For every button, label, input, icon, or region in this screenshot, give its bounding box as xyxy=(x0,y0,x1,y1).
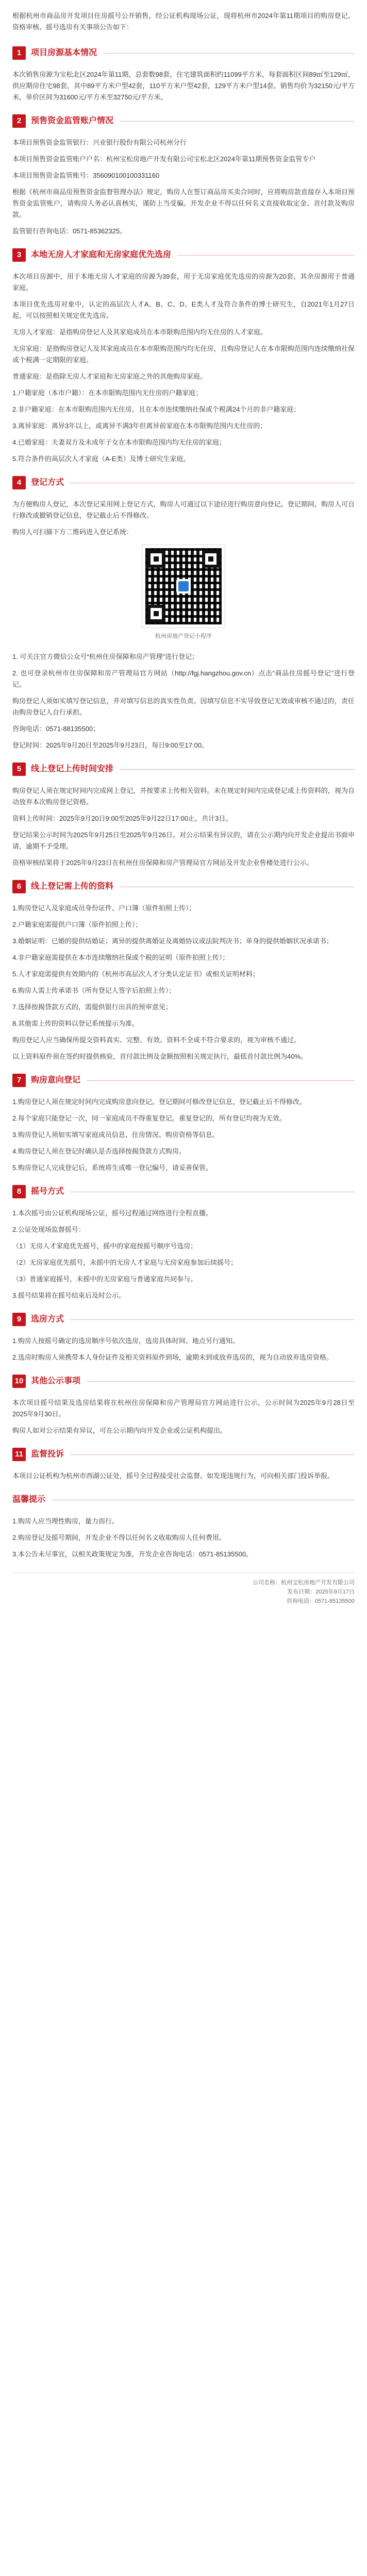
section-paragraph: 本次项目摇号结果及选房结果将在杭州住房保障和房产管理局官方网站进行公示，公示时间为2025年9月28日至2025年9月30日。 xyxy=(12,1399,355,1418)
list-item: 1.购房登记人及家庭成员身份证件、户口簿（原件拍照上传）； xyxy=(12,904,196,912)
qr-code-block xyxy=(12,545,355,642)
list-item: 2. 也可登录杭州市住房保障和房产管理局官方网站（http://fgj.hangzhou.gov.cn）点击“商品住房摇号登记”进行登记。 xyxy=(12,669,355,688)
list-item: 4.非户籍家庭需提供在本市连续缴纳社保或个税的证明（原件拍照上传）； xyxy=(12,954,229,961)
section-number-badge: 7 xyxy=(12,1074,26,1087)
section-number-badge: 5 xyxy=(12,762,26,776)
section-divider xyxy=(120,769,355,770)
section-title: 登记方式 xyxy=(31,478,64,487)
reminder-title: 温馨提示 xyxy=(12,1495,46,1504)
section-paragraph: 监管银行咨询电话：0571-85362325。 xyxy=(12,227,127,235)
section-title: 其他公示事项 xyxy=(31,1377,81,1385)
list-item: 5.符合条件的高层次人才家庭（A-E类）及博士研究生家庭。 xyxy=(12,455,190,463)
section-heading xyxy=(12,1183,355,1200)
section-heading xyxy=(12,1311,355,1328)
section-paragraph: 购房人如对公示结果有异议，可在公示期内向开发企业或公证机构提出。 xyxy=(12,1427,227,1434)
section-paragraph: 购房登记人应当确保所提交资料真实、完整、有效。资料不全或不符合要求的，视为审核不通过。 xyxy=(12,1036,301,1044)
section-heading xyxy=(12,1072,355,1089)
footer-company: 公司名称：杭州宝松房地产开发有限公司 xyxy=(253,1580,355,1586)
section-heading xyxy=(12,246,355,264)
list-item: 7.选择按揭贷款方式的，需提供银行出具的预审意见； xyxy=(12,1003,172,1011)
section-paragraph: 无房人才家庭：是指购房登记人及其家庭成员在本市限购范围内均无住房的人才家庭。 xyxy=(12,328,268,336)
list-item: 5.人才家庭需提供有效期内的《杭州市高层次人才分类认定证书》或相关证明材料； xyxy=(12,970,259,978)
qr-finder-pattern xyxy=(147,605,165,622)
list-item: 4.购房登记人须在登记时确认是否选择按揭贷款方式购房。 xyxy=(12,1147,186,1155)
section-number-badge: 8 xyxy=(12,1185,26,1198)
section-paragraph: 普通家庭：是指除无房人才家庭和无房家庭之外的其他购房家庭。 xyxy=(12,372,207,380)
qr-caption: 杭州房地产登记小程序 xyxy=(155,633,212,639)
section-number-badge: 1 xyxy=(12,46,26,60)
reminder-heading xyxy=(12,1491,355,1509)
section-title: 本地无房人才家庭和无房家庭优先选房 xyxy=(31,250,172,259)
section-paragraph: 以上资料原件须在签约时提供核验，首付款比例及金额按照相关规定执行，最低首付款比例为40%。 xyxy=(12,1053,308,1060)
footer-divider xyxy=(12,1572,355,1573)
reminder-item: 2.购房登记及摇号期间，开发企业不得以任何名义收取购房人任何费用。 xyxy=(12,1534,226,1541)
section-heading xyxy=(12,44,355,62)
qr-logo-icon xyxy=(176,579,191,594)
list-item: 2.选房时购房人须携带本人身份证件及相关资料原件到场，逾期未到或放弃选房的，视为自动放弃选房资格。 xyxy=(12,1353,333,1361)
section-title: 选房方式 xyxy=(31,1315,64,1324)
list-item: 6.购房人需上传承诺书（所有登记人签字后拍照上传）； xyxy=(12,987,176,994)
section-divider xyxy=(70,1319,355,1320)
section-divider xyxy=(120,121,355,122)
list-item: 8.其他需上传的资料以登记系统提示为准。 xyxy=(12,1020,139,1027)
section-number-badge: 2 xyxy=(12,114,26,128)
section-paragraph: 登记结果公示时间为2025年9月25日至2025年9月26日。对公示结果有异议的，请在公示期内向开发企业提出书面申请，逾期不予受理。 xyxy=(12,831,355,850)
section-title: 线上登记需上传的资料 xyxy=(31,882,114,891)
section-number-badge: 10 xyxy=(12,1375,26,1388)
section-heading xyxy=(12,1446,355,1463)
section-paragraph: 登记时间：2025年9月20日至2025年9月23日，每日9:00至17:00。 xyxy=(12,741,209,749)
section-heading xyxy=(12,1372,355,1390)
section-paragraph: 无房家庭：是指购房登记人及其家庭成员在本市限购范围内均无住房，且购房登记人在本市限购范围内连续缴纳社保或个税满一定期限的家庭。 xyxy=(12,345,355,364)
section-number-badge: 6 xyxy=(12,880,26,893)
section-heading xyxy=(12,474,355,492)
section-divider xyxy=(87,1381,355,1382)
section-title: 项目房源基本情况 xyxy=(31,48,97,57)
list-item: 1.户籍家庭（本市户籍）：在本市限购范围内无住房的户籍家庭； xyxy=(12,389,203,397)
intro-paragraph: 根据杭州市商品房开发项目住房摇号公开销售，经公证机构现场公证，现将杭州市2024年第11期项目的购房登记、资格审核、摇号选房有关事项公告如下： xyxy=(12,12,355,31)
list-item: 3.购房登记人须如实填写家庭成员信息、住房情况、购房资格等信息。 xyxy=(12,1131,219,1139)
section-title: 购房意向登记 xyxy=(31,1076,81,1084)
section-paragraph: 本项目预售资金监管账号：356090100100331160 xyxy=(12,172,160,179)
section-divider xyxy=(70,1454,355,1455)
list-item: （1）无房人才家庭优先摇号，摇中的家庭按摇号顺序号选房； xyxy=(12,1242,197,1250)
list-item: 1.购房人按摇号确定的选房顺序号依次选房，选房具体时间、地点另行通知。 xyxy=(12,1337,239,1345)
footer-date: 发布日期：2025年9月17日 xyxy=(287,1589,355,1595)
section-number-badge: 4 xyxy=(12,476,26,489)
qr-code-icon[interactable] xyxy=(142,545,225,628)
section-divider xyxy=(177,255,355,256)
section-number-badge: 3 xyxy=(12,248,26,262)
list-item: 2.公证处现场监督摇号： xyxy=(12,1226,85,1233)
section-paragraph: 资格审核结果将于2025年9月23日在杭州住房保障和房产管理局官方网站及开发企业售楼处进行公示。 xyxy=(12,859,313,867)
list-item: （3）普通家庭摇号，未摇中的无房家庭与普通家庭共同参与。 xyxy=(12,1275,197,1283)
list-item: 3.离异家庭：离异3年以上，或离异不满3年但离异前家庭在本市限购范围内无住房的； xyxy=(12,422,267,430)
section-paragraph: 为方便购房人登记，本次登记采用网上登记方式，购房人可通过以下途径进行购房意向登记。登记期间，购房人可自行修改或撤销登记信息，登记截止后不得修改。 xyxy=(12,500,355,519)
section-title: 预售资金监管账户情况 xyxy=(31,116,114,125)
list-item: （2）无房家庭优先摇号，未摇中的无房人才家庭与无房家庭参加后续摇号； xyxy=(12,1259,238,1266)
section-paragraph: 本项目公证机构为杭州市西湖公证处，摇号全过程接受社会监督。如发现违规行为，可向相关部门投诉举报。 xyxy=(12,1472,335,1480)
section-divider xyxy=(103,53,355,54)
section-paragraph: 本项目预售资金监管账户户名：杭州宝松房地产开发有限公司宝松北区2024年第11期预售资金监管专户 xyxy=(12,155,316,163)
reminder-item: 3.本公告未尽事宜，以相关政策规定为准，开发企业咨询电话：0571-85135500。 xyxy=(12,1550,253,1558)
section-paragraph: 购房登记人须在规定时间内完成网上登记，并按要求上传相关资料。未在规定时间内完成登记或上传资料的，视为自动放弃本次购房登记资格。 xyxy=(12,787,355,806)
section-heading xyxy=(12,878,355,895)
section-title: 监督投诉 xyxy=(31,1450,64,1459)
section-number-badge: 11 xyxy=(12,1448,26,1461)
footer xyxy=(12,1578,355,1606)
section-paragraph: 购房人可扫描下方二维码进入登记系统： xyxy=(12,528,134,536)
list-item: 4.已婚家庭：夫妻双方及未成年子女在本市限购范围内均无住房的家庭； xyxy=(12,438,226,446)
reminder-item: 1.购房人应当理性购房，量力而行。 xyxy=(12,1517,119,1525)
section-divider xyxy=(87,1080,355,1081)
section-paragraph: 本次项目房源中，用于本地无房人才家庭的房源为39套，用于无房家庭优先选房的房源为20套，其余房源用于普通家庭。 xyxy=(12,273,355,292)
list-item: 1. 可关注官方微信公众号“杭州住房保障和房产管理”进行登记； xyxy=(12,653,199,660)
section-heading xyxy=(12,760,355,778)
reminder-list xyxy=(12,1516,355,1560)
section-paragraph: 咨询电话：0571-88135500； xyxy=(12,725,100,733)
section-title: 摇号方式 xyxy=(31,1187,64,1196)
section-paragraph: 本项目预售资金监管银行：兴业银行股份有限公司杭州分行 xyxy=(12,139,187,146)
list-item: 3.摇号结果将在摇号结束后及时公示。 xyxy=(12,1292,125,1299)
sections-container xyxy=(12,44,355,1482)
list-item: 1.本次摇号由公证机构现场公证，摇号过程通过网络进行全程直播。 xyxy=(12,1209,212,1217)
section-paragraph: 资料上传时间：2025年9月20日9:00至2025年9月22日17:00止，共计3日。 xyxy=(12,815,232,822)
list-item: 2.户籍家庭需提供户口簿（原件拍照上传）； xyxy=(12,921,142,928)
qr-finder-pattern xyxy=(147,550,165,568)
footer-phone: 咨询电话：0571-85135500 xyxy=(286,1598,355,1604)
list-item: 3.婚姻证明：已婚的提供结婚证；离异的提供离婚证及离婚协议或法院判决书；单身的提供婚姻状况承诺书； xyxy=(12,937,333,945)
section-paragraph: 本次销售房源为宝松北区2024年第11期，总套数98套，住宅建筑面积约11099平方米，每套面积区间89㎡至129㎡，供应期房住宅98套，其中89平方米户型42套，110平方米户型42套，129平方米户型14套。销售均价为32150元/平方米，单价区间为31600元/平方米至32750元/平方米。 xyxy=(12,71,355,101)
list-item: 1.购房登记人须在规定时间内完成购房意向登记。登记期间可修改登记信息，登记截止后不得修改。 xyxy=(12,1098,306,1106)
list-item: 2.非户籍家庭：在本市限购范围内无住房，且在本市连续缴纳社保或个税满24个月的非户籍家庭； xyxy=(12,405,301,413)
section-paragraph: 根据《杭州市商品房预售资金监督管理办法》规定，购房人在签订商品房买卖合同时，应将购房款直接存入本项目预售资金监管账户，请购房人务必认真核实，谨防上当受骗。开发企业不得以任何名义直接收取定金、首付款及购房款。 xyxy=(12,188,355,218)
qr-finder-pattern xyxy=(202,550,220,568)
section-title: 线上登记上传时间安排 xyxy=(31,765,114,773)
list-item: 2.每个家庭只能登记一次，同一家庭成员不得重复登记。重复登记的，所有登记均视为无效。 xyxy=(12,1114,286,1122)
section-number-badge: 9 xyxy=(12,1313,26,1326)
section-paragraph: 本项目优先选房对象中，认定的高层次人才A、B、C、D、E类人才及符合条件的博士研究生，自2021年1月27日起，可以按照相关规定优先选房。 xyxy=(12,300,355,319)
section-paragraph: 购房登记人须如实填写登记信息，并对填写信息的真实性负责。因填写信息不实导致登记无效或审核不通过的，责任由购房登记人自行承担。 xyxy=(12,697,355,716)
list-item: 5.购房登记人完成登记后，系统将生成唯一登记编号，请妥善保管。 xyxy=(12,1164,212,1172)
section-heading xyxy=(12,112,355,130)
